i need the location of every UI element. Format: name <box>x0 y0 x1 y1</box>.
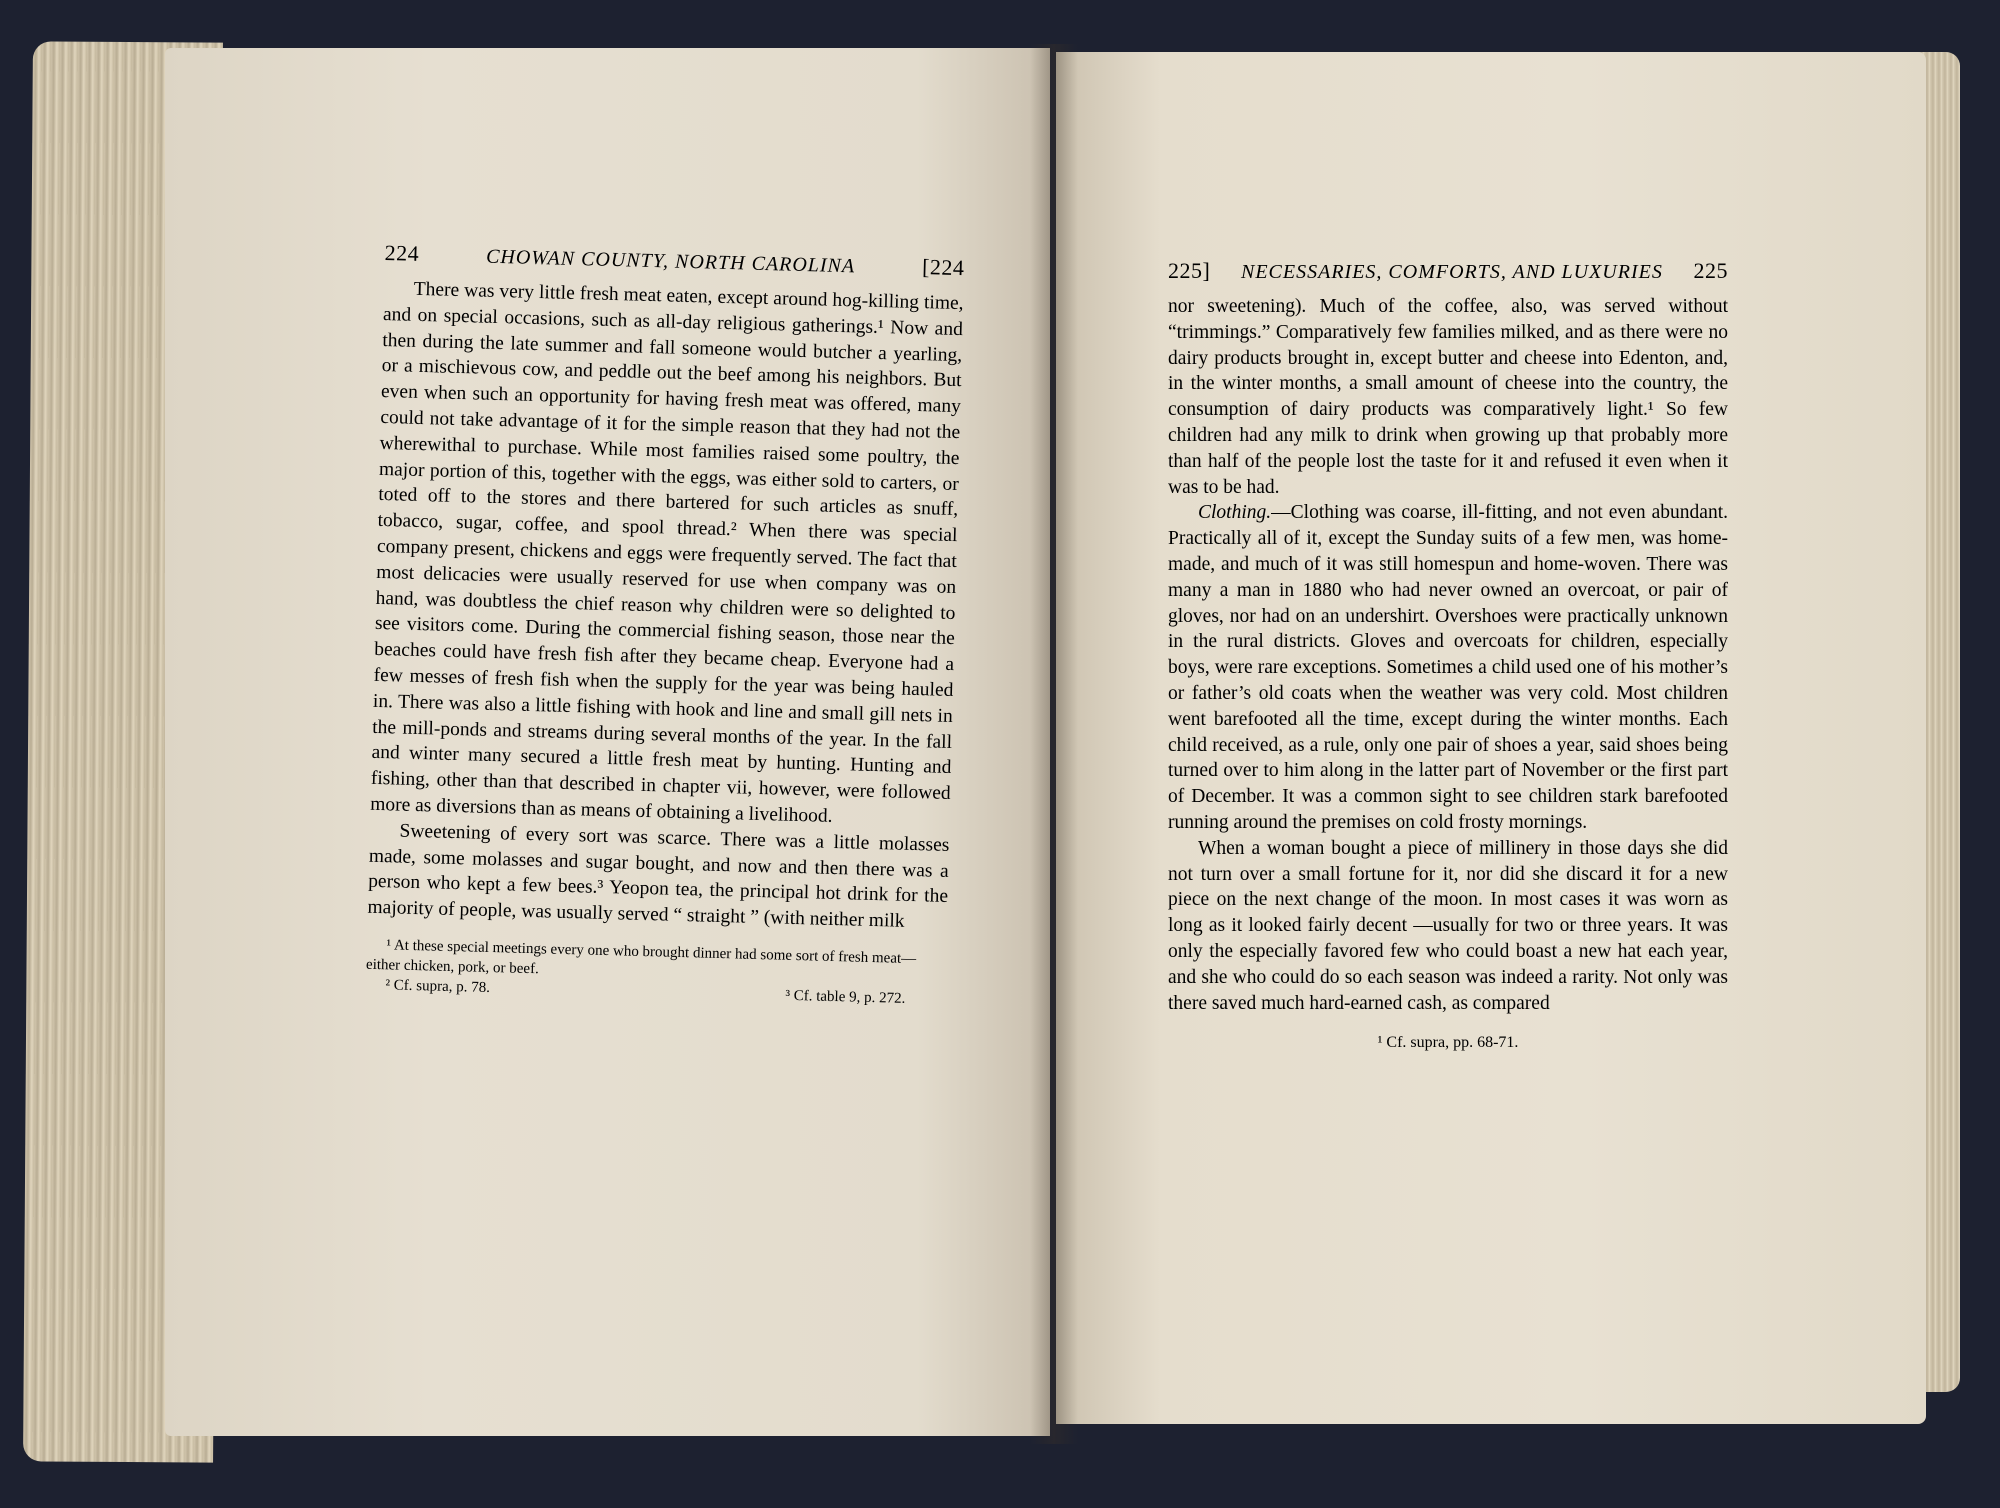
right-paragraph-3: When a woman bought a piece of millinery in those days she did not turn over a small fortune for it, nor did she discard it for a new piece on the next change of the moon. In most cases it was worn as long as it looked fairly decent —usually for two or three years. It was only the especially favored few who could boast a new hat each year, and she who could do so each season was indeed a rarity. Not only was there saved much hard-earned cash, as compared <box>1168 837 1728 1014</box>
right-page-text <box>1168 258 1728 1068</box>
right-paragraph-2 <box>1168 500 1728 835</box>
left-paragraph-2: Sweetening of every sort was scarce. There was a little molasses made, some molasses and sugar bought, and now and then there was a person who kept a few bees.³ Yeopon tea, the principal hot drink for the majority of people, was usually served “ straight ” (with neither milk <box>367 820 950 932</box>
footnote-3: ³ Cf. table 9, p. 272. <box>785 987 906 1007</box>
book-gutter <box>1030 44 1078 1444</box>
right-page-number: 225 <box>1693 258 1728 283</box>
right-bracket-number: 225] <box>1168 258 1211 283</box>
right-paragraph-1: nor sweetening). Much of the coffee, also, was served without “trimmings.” Comparatively few families milked, and as there were no dairy products brought in, except butter and cheese into Edenton, and, in the winter months, a small amount of cheese into the country, the consumption of dairy products was comparatively light.¹ So few children had any milk to drink when growing up that probably more than half of the people lost the taste for it and refused it even when it was to be had. <box>1168 296 1728 498</box>
footnote-1: ¹ At these special meetings every one who brought dinner had some sort of fresh meat—either chicken, pork, or beef. <box>365 937 917 978</box>
left-page-text <box>365 240 965 1010</box>
footnote-2: ² Cf. supra, p. 78. <box>385 977 491 996</box>
left-page-number: 224 <box>384 240 420 266</box>
right-page-header <box>1168 258 1728 284</box>
right-footnote: ¹ Cf. supra, pp. 68-71. <box>1377 1034 1519 1052</box>
clothing-text: —Clothing was coarse, ill-fitting, and not even abundant. Practically all of it, except the Sunday suits of a few men, was home-made, and much of it was still homespun and home-woven. There was many a man in 1880 who had never owned an overcoat, or pair of gloves, nor had on an undershirt. Overshoes were practically unknown in the rural districts. Gloves and overcoats for children, especially boys, were rare exceptions. Sometimes a child used one of his mother’s or father’s old coats when the weather was very cold. Most children went barefooted all the time, except during the winter months. Each child received, as a rule, only one pair of shoes a year, said shoes being turned over to him along in the latter part of November or the first part of December. It was a common sight to see children stark barefooted running around the premises on cold frosty mornings. <box>1168 502 1728 833</box>
clothing-heading: Clothing. <box>1198 502 1272 524</box>
left-running-title: CHOWAN COUNTY, NORTH CAROLINA <box>485 245 856 278</box>
left-bracket-number: [224 <box>921 254 965 281</box>
right-running-title: NECESSARIES, COMFORTS, AND LUXURIES <box>1241 261 1663 283</box>
left-paragraph-1: There was very little fresh meat eaten, except around hog-killing time, and on special occasions, such as all-day religious gatherings.¹ Now and then during the late summer and fall someone would butcher a yearling, or a mischievous cow, and peddle out the beef among his neighbors. But even when such an opportunity for having fresh meat was offered, many could not take advantage of it for the simple reason that they had not the wherewithal to purchase. While most families raised some poultry, the major portion of this, together with the eggs, was either sold to carters, or toted off to the stores and there bartered for such articles as snuff, tobacco, sugar, coffee, and spool thread.² When there was special company present, chickens and eggs were frequently served. The fact that most delicacies were usually reserved for use when company was on hand, was doubtless the chief reason why children were so delighted to see visitors come. During the commercial fishing season, those near the beaches could have fresh fish after they became cheap. Everyone had a few messes of fresh fish when the supply for the year was being hauled in. There was also a little fishing with hook and line and small gill nets in the mill-ponds and streams during several months of the year. In the fall and winter many secured a little fresh meat by hunting. Hunting and fishing, other than that described in chapter vii, however, were followed more as diversions than as means of obtaining a livelihood. <box>369 278 964 827</box>
